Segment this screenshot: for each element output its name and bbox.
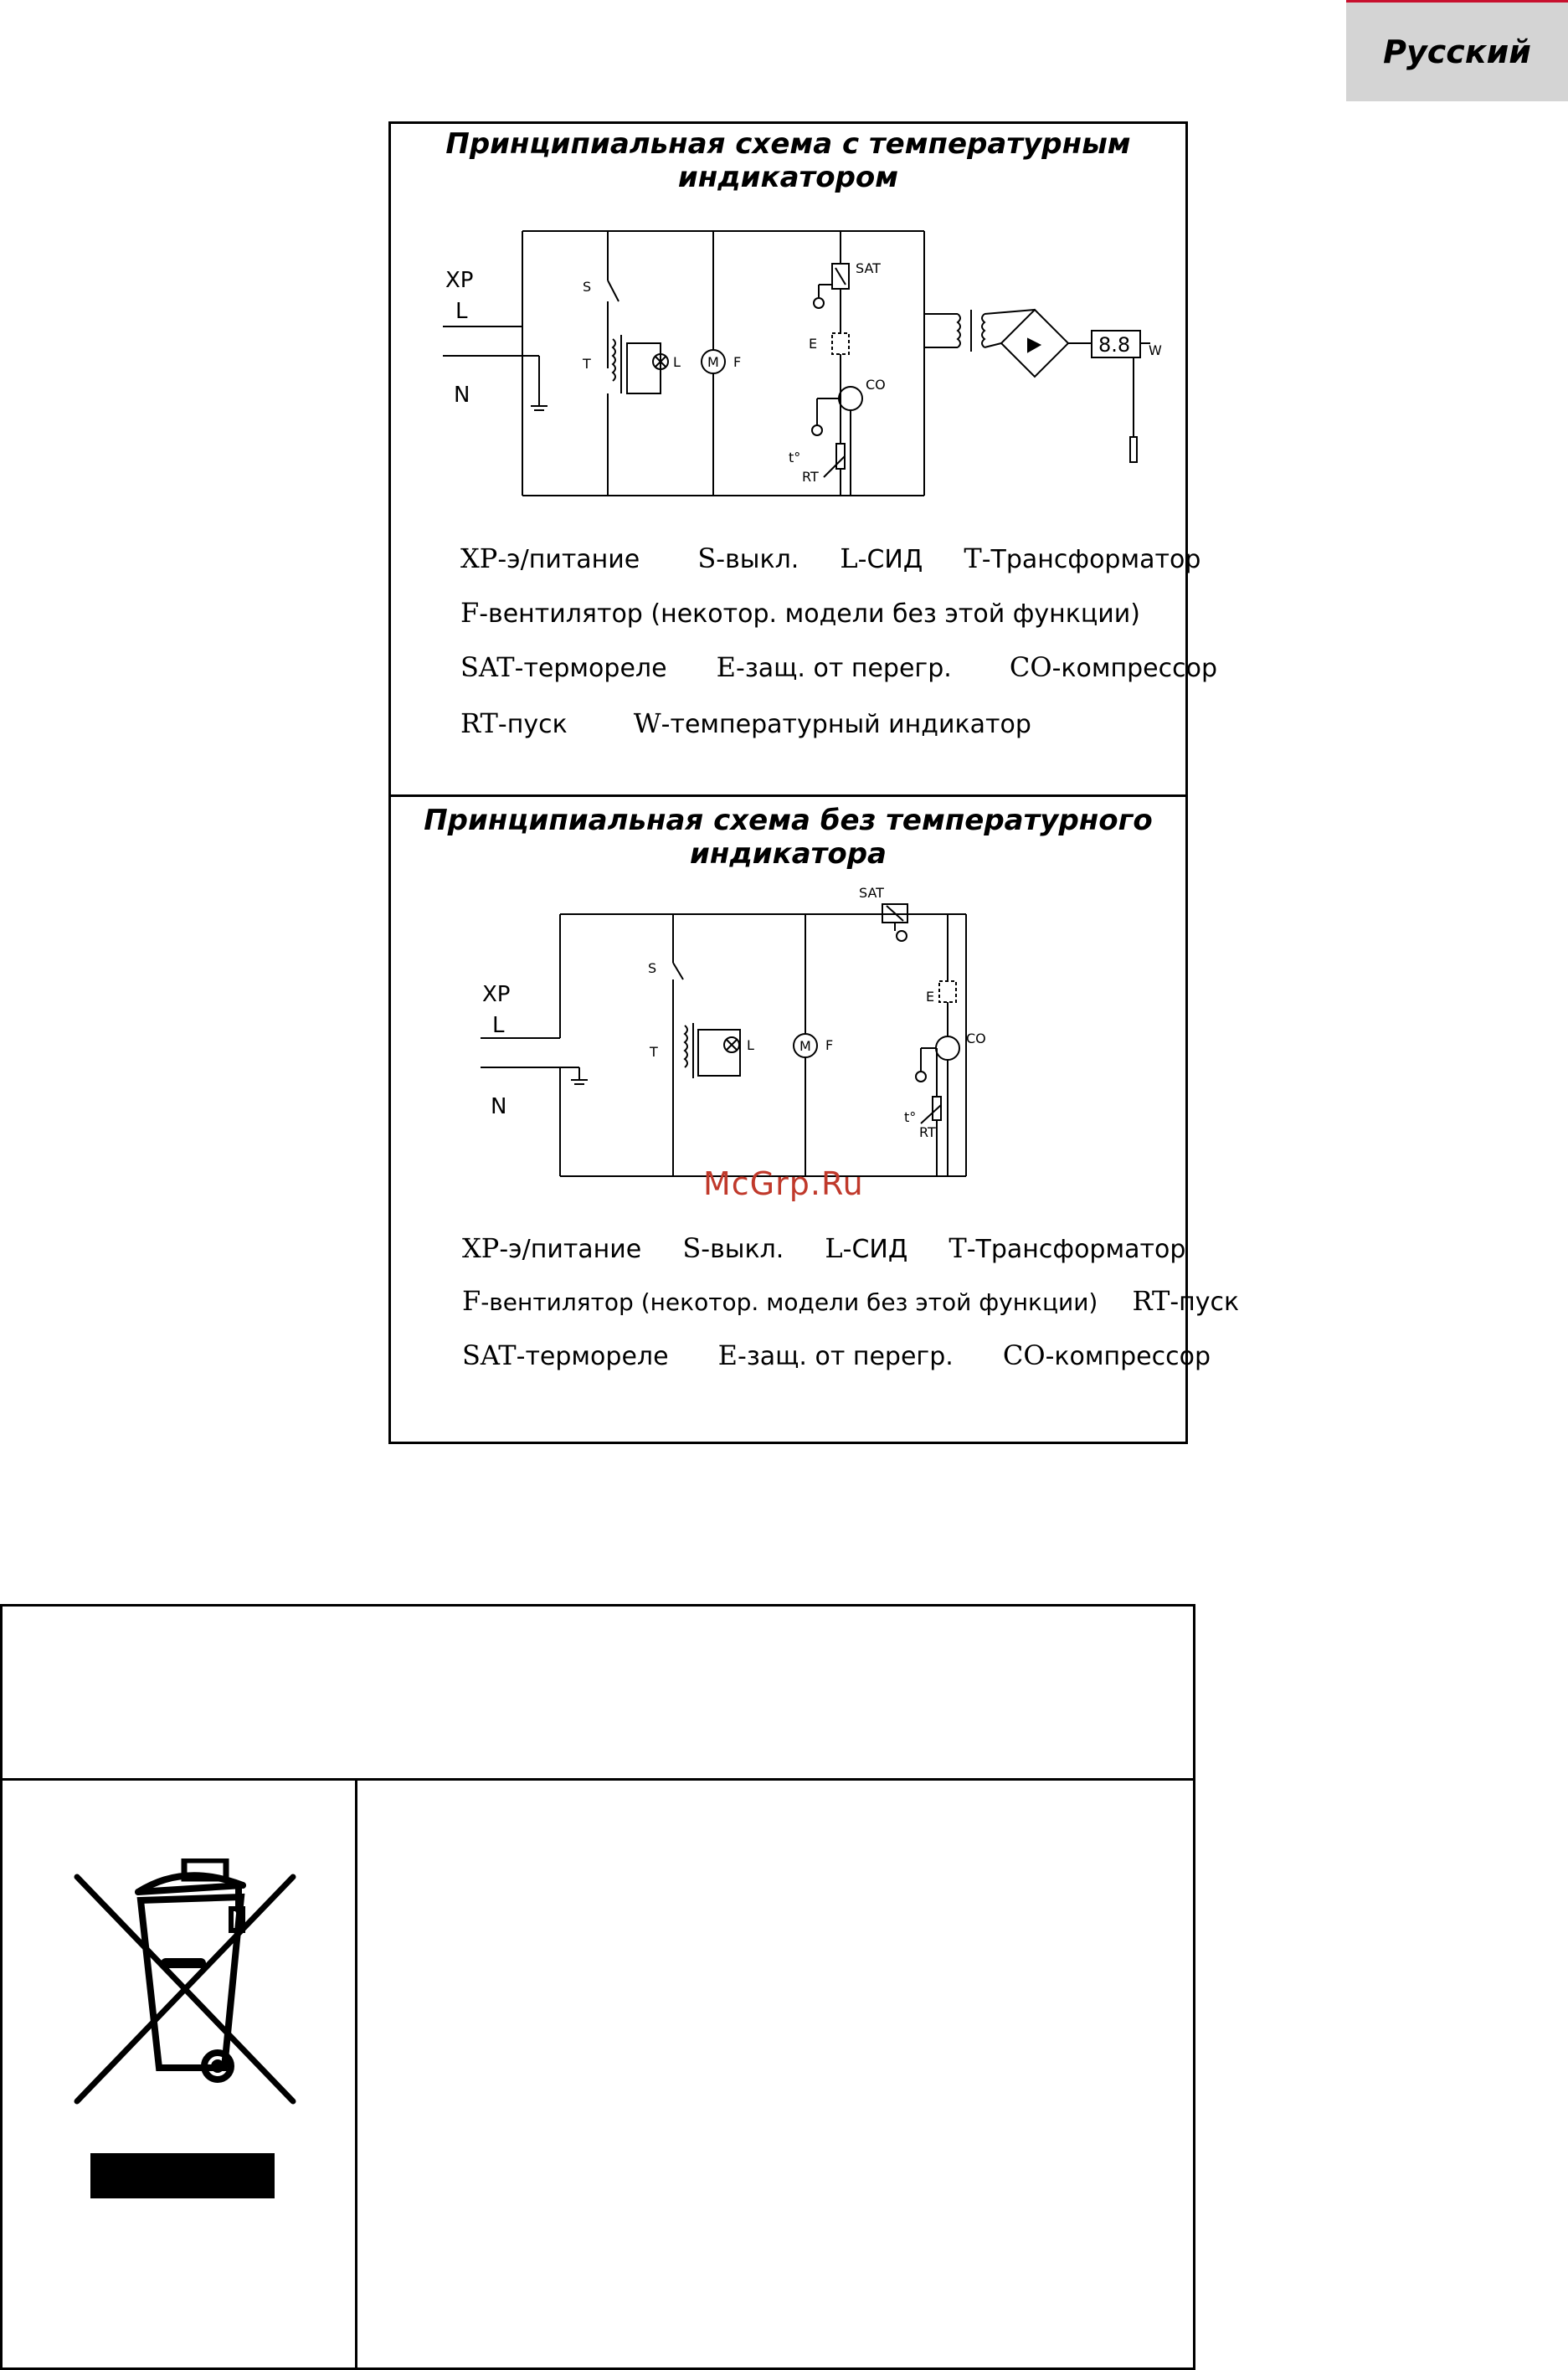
language-tab: Русский [1346, 0, 1568, 101]
legend2-row-2: F-вентилятор (некотор. модели без этой функции) RT-пуск [462, 1285, 1240, 1317]
scheme-1-title: Принципиальная схема с температурным индикатором [445, 127, 1131, 194]
svg-text:F: F [825, 1037, 834, 1053]
svg-text:M: M [707, 354, 719, 370]
scheme-2-title: Принципиальная схема без температурного индикатора [424, 804, 1153, 871]
legend2-row-3: SAT-термореле E-защ. от перегр. CO-компрессор [462, 1339, 1211, 1371]
disposal-box-divider [0, 1778, 1195, 1781]
svg-text:T: T [583, 356, 591, 372]
label-xp: XP [445, 268, 474, 293]
svg-text:t°: t° [789, 450, 801, 465]
svg-text:t°: t° [904, 1109, 917, 1125]
indicator-display: 8.8 [1098, 333, 1131, 357]
legend-row-1: XP-э/питание S-выкл. L-СИД T-Трансформатор [460, 542, 1201, 574]
watermark: McGrp.Ru [703, 1165, 864, 1202]
disposal-box-column-divider [355, 1778, 357, 2370]
svg-text:W: W [1149, 342, 1162, 358]
svg-text:CO: CO [866, 377, 886, 393]
svg-text:CO: CO [966, 1031, 986, 1046]
svg-text:N: N [491, 1094, 507, 1119]
label-n-line: N [454, 383, 470, 408]
svg-text:S: S [583, 279, 592, 295]
legend-row-4: RT-пуск W-температурный индикатор [460, 707, 1031, 739]
crossed-out-wheelie-bin-icon [67, 1858, 301, 2110]
svg-text:L: L [747, 1037, 754, 1053]
svg-text:SAT: SAT [859, 885, 884, 901]
wiring-diagram-without-indicator [388, 879, 1188, 1189]
wiring-diagram-with-indicator [388, 201, 1188, 511]
schematics-divider [388, 794, 1188, 797]
label-l-line: L [455, 299, 468, 324]
svg-text:E: E [809, 336, 818, 352]
svg-text:S: S [648, 960, 657, 976]
svg-text:XP: XP [482, 982, 511, 1007]
legend-row-3: SAT-термореле E-защ. от перегр. CO-компрессор [460, 651, 1218, 683]
bin-underline-bar [90, 2153, 275, 2198]
svg-text:RT: RT [919, 1124, 936, 1140]
svg-text:SAT: SAT [856, 260, 881, 276]
svg-text:L: L [492, 1013, 505, 1038]
svg-text:L: L [673, 354, 681, 370]
svg-text:F: F [733, 354, 742, 370]
legend2-row-1: XP-э/питание S-выкл. L-СИД T-Трансформатор [462, 1232, 1186, 1264]
svg-text:M: M [799, 1038, 811, 1054]
legend-row-2: F-вентилятор (некотор. модели без этой функции) [460, 597, 1141, 629]
svg-text:E: E [926, 989, 935, 1005]
svg-text:T: T [650, 1044, 658, 1060]
svg-text:RT: RT [802, 469, 819, 485]
